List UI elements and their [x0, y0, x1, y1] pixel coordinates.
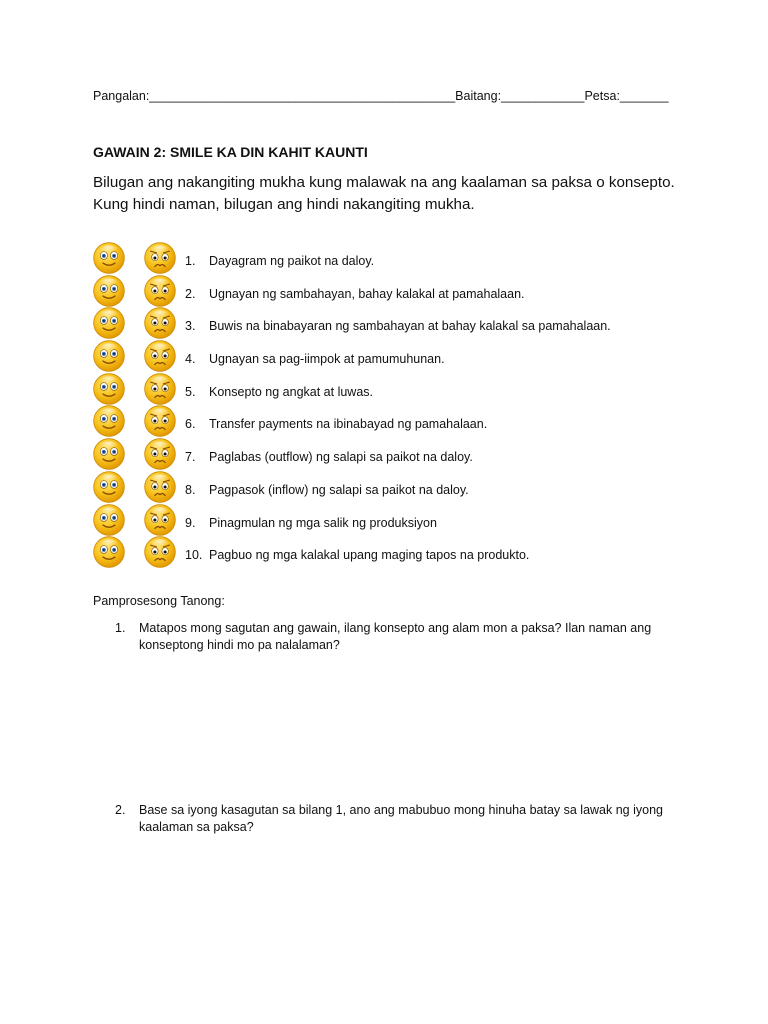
list-item	[88, 403, 728, 436]
activity-title: GAWAIN 2: SMILE KA DIN KAHIT KAUNTI	[93, 144, 368, 160]
smiling-face-icon[interactable]	[92, 503, 126, 537]
activity-instruction: Bilugan ang nakangiting mukha kung malawak na ang kaalaman sa paksa o konsepto. Kung hindi naman, bilugan ang hindi nakangiting mukha.	[93, 174, 675, 213]
item-text: Pagpasok (inflow) ng salapi sa paikot na daloy.	[209, 482, 469, 497]
list-item	[88, 534, 728, 567]
worried-face-icon[interactable]	[143, 404, 177, 438]
worried-face-icon[interactable]	[143, 470, 177, 504]
item-number: 8.	[185, 482, 196, 497]
item-number: 6.	[185, 417, 196, 432]
item-number: 3.	[185, 319, 196, 334]
item-text: Paglabas (outflow) ng salapi sa paikot na daloy.	[209, 450, 473, 465]
item-text: Konsepto ng angkat at luwas.	[209, 384, 374, 399]
list-item	[88, 469, 728, 502]
processing-question-2	[115, 802, 695, 836]
list-item	[88, 338, 728, 371]
list-item	[88, 371, 728, 404]
item-number: 7.	[185, 450, 196, 465]
student-info-line[interactable]: Pangalan:____________________________________________Baitang:____________Petsa:_______	[93, 89, 669, 103]
item-text: Ugnayan sa pag-iimpok at pamumuhunan.	[209, 352, 445, 367]
smiling-face-icon[interactable]	[92, 470, 126, 504]
smiling-face-icon[interactable]	[92, 241, 126, 275]
item-text: Pinagmulan ng mga salik ng produksiyon	[209, 515, 437, 530]
item-text: Transfer payments na ibinabayad ng pamahalaan.	[209, 417, 488, 432]
item-number: 1.	[185, 254, 196, 268]
worried-face-icon[interactable]	[143, 372, 177, 406]
processing-question-1	[115, 620, 695, 654]
worried-face-icon[interactable]	[143, 535, 177, 569]
worried-face-icon[interactable]	[143, 339, 177, 373]
question-number: 1.	[115, 621, 126, 635]
item-number: 2.	[185, 286, 196, 301]
smiling-face-icon[interactable]	[92, 339, 126, 373]
worried-face-icon[interactable]	[143, 503, 177, 537]
smiling-face-icon[interactable]	[92, 437, 126, 471]
item-text: Buwis na binabayaran ng sambahayan at bahay kalakal sa pamahalaan.	[209, 319, 611, 334]
worried-face-icon[interactable]	[143, 274, 177, 308]
smiling-face-icon[interactable]	[92, 404, 126, 438]
list-item	[88, 305, 728, 338]
list-item	[88, 502, 728, 535]
smiling-face-icon[interactable]	[92, 372, 126, 406]
question-text: Matapos mong sagutan ang gawain, ilang konsepto ang alam mon a paksa? Ilan naman ang konseptong hindi mo pa nalalaman?	[139, 621, 652, 652]
list-item	[88, 273, 728, 306]
smiling-face-icon[interactable]	[92, 274, 126, 308]
item-text: Pagbuo ng mga kalakal upang maging tapos na produkto.	[209, 548, 530, 563]
smiling-face-icon[interactable]	[92, 306, 126, 340]
self-assessment-list	[88, 240, 728, 567]
item-number: 5.	[185, 384, 196, 399]
item-number: 10.	[185, 548, 203, 563]
question-number: 2.	[115, 803, 126, 817]
list-item	[88, 240, 728, 273]
worried-face-icon[interactable]	[143, 306, 177, 340]
worried-face-icon[interactable]	[143, 437, 177, 471]
item-text: Ugnayan ng sambahayan, bahay kalakal at pamahalaan.	[209, 286, 525, 301]
worried-face-icon[interactable]	[143, 241, 177, 275]
processing-questions-label: Pamprosesong Tanong:	[93, 594, 225, 608]
list-item	[88, 436, 728, 469]
item-number: 9.	[185, 515, 196, 530]
question-text: Base sa iyong kasagutan sa bilang 1, ano ang mabubuo mong hinuha batay sa lawak ng iyong kaalaman sa paksa?	[139, 803, 663, 834]
item-number: 4.	[185, 352, 196, 367]
smiling-face-icon[interactable]	[92, 535, 126, 569]
item-text: Dayagram ng paikot na daloy.	[209, 254, 375, 268]
